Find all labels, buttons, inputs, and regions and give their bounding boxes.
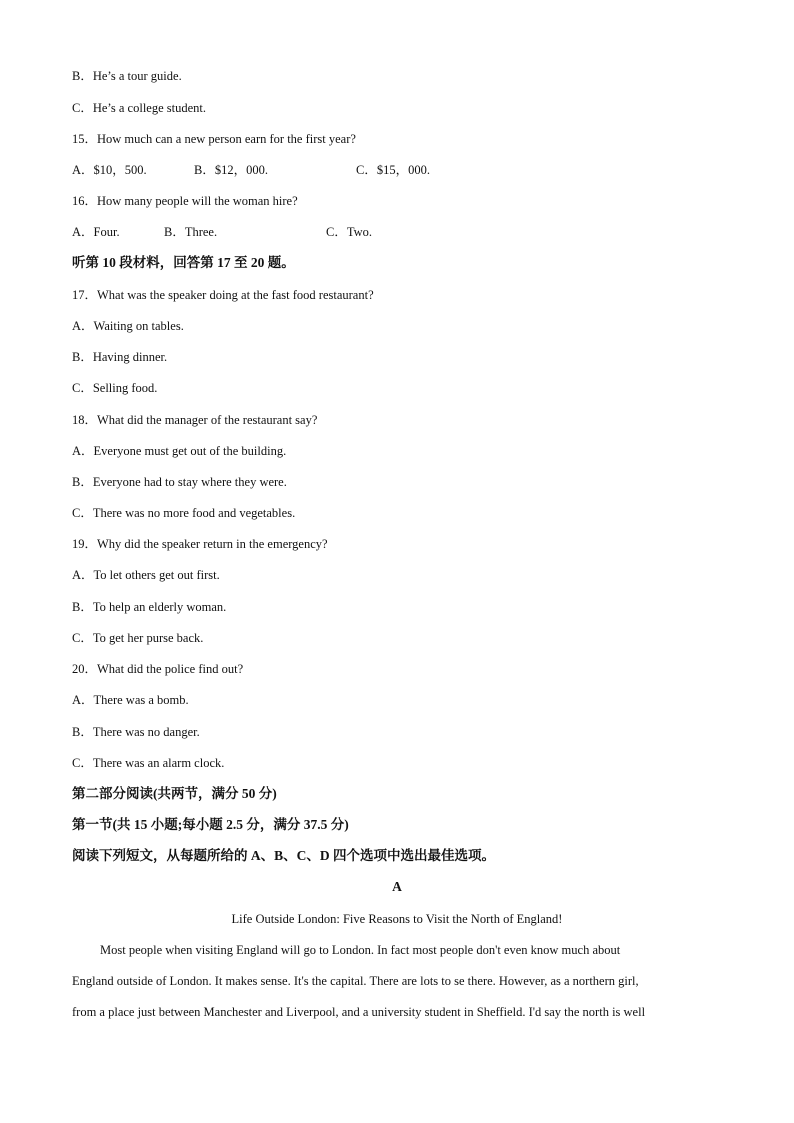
q16-options bbox=[72, 224, 372, 240]
question-15: 15．How much can a new person earn for the first year? bbox=[72, 132, 356, 146]
q19-option-a: A．To let others get out first. bbox=[72, 568, 220, 582]
section-one-heading: 第一节(共 15 小题;每小题 2.5 分，满分 37.5 分) bbox=[72, 817, 349, 832]
passage-line-3: from a place just between Manchester and Liverpool, and a university student in Sheffield. I'd say the north is well bbox=[72, 1005, 646, 1019]
question-19: 19．Why did the speaker return in the emergency? bbox=[72, 537, 328, 551]
q15-option-b: B．$12，000. bbox=[194, 163, 268, 177]
q18-option-c: C．There was no more food and vegetables. bbox=[72, 506, 296, 520]
q17-option-c: C．Selling food. bbox=[72, 381, 158, 395]
q20-option-c: C．There was an alarm clock. bbox=[72, 756, 225, 770]
q18-option-b: B．Everyone had to stay where they were. bbox=[72, 475, 287, 489]
question-16: 16．How many people will the woman hire? bbox=[72, 194, 298, 208]
reading-instruction: 阅读下列短文，从每题所给的 A、B、C、D 四个选项中选出最佳选项。 bbox=[72, 848, 496, 863]
q15-option-a: A．$10，500. bbox=[72, 163, 147, 177]
question-18: 18．What did the manager of the restaurant say? bbox=[72, 413, 318, 427]
q16-option-c: C．Two. bbox=[326, 225, 373, 239]
passage-line-1: Most people when visiting England will go to London. In fact most people don't even know much about bbox=[100, 943, 621, 957]
question-20: 20．What did the police find out? bbox=[72, 662, 244, 676]
section-instruction-10: 听第 10 段材料，回答第 17 至 20 题。 bbox=[72, 255, 295, 270]
q16-option-a: A．Four. bbox=[72, 225, 120, 239]
q19-option-c: C．To get her purse back. bbox=[72, 631, 204, 645]
passage-line-2: England outside of London. It makes sense. It's the capital. There are lots to se there. However, as a northern girl, bbox=[72, 974, 639, 988]
q15-option-c: C．$15，000. bbox=[356, 163, 430, 177]
q16-option-b: B．Three. bbox=[164, 225, 218, 239]
part-two-heading: 第二部分阅读(共两节，满分 50 分) bbox=[72, 786, 277, 801]
q17-option-b: B．Having dinner. bbox=[72, 350, 168, 364]
q14-option-b: B．He’s a tour guide. bbox=[72, 69, 182, 83]
q17-option-a: A．Waiting on tables. bbox=[72, 319, 184, 333]
q20-option-a: A．There was a bomb. bbox=[72, 693, 189, 707]
q20-option-b: B．There was no danger. bbox=[72, 725, 200, 739]
q19-option-b: B．To help an elderly woman. bbox=[72, 600, 227, 614]
passage-title: Life Outside London: Five Reasons to Visit the North of England! bbox=[231, 912, 563, 926]
passage-letter: A bbox=[392, 879, 402, 894]
q15-options bbox=[72, 162, 430, 178]
q18-option-a: A．Everyone must get out of the building. bbox=[72, 444, 287, 458]
q14-option-c: C．He’s a college student. bbox=[72, 101, 206, 115]
question-17: 17．What was the speaker doing at the fast food restaurant? bbox=[72, 288, 374, 302]
